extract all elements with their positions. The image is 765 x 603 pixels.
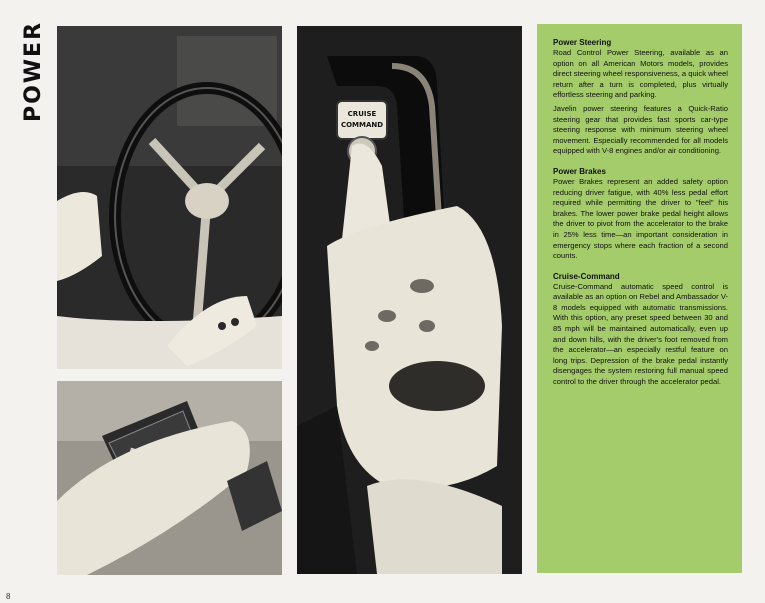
article-heading: Cruise-Command (553, 271, 620, 281)
cruise-command-illustration (297, 26, 522, 574)
brake-pedal-illustration (57, 381, 282, 575)
article-paragraph: Javelin power steering features a Quick-Ratio steering gear that provides fast sports car-type steering response with minimum steering wheel movement. Especially recommended for all models equipped with V-8 engines and/or air conditioning. (553, 103, 728, 156)
article-power-brakes (553, 166, 728, 262)
article-cruise-command (553, 271, 728, 388)
section-label: POWER (21, 20, 47, 122)
article-heading: Power Brakes (553, 166, 606, 176)
cruise-label-line2: COMMAND (340, 121, 384, 129)
cruise-label-line1: CRUISE (347, 110, 377, 118)
section-tab (18, 20, 50, 122)
article-paragraph: Road Control Power Steering, available as an option on all American Motors models, provides direct steering wheel responsiveness, a quick wheel return after a turn is completed, plus virtually effortless steering and parking. (553, 48, 728, 100)
page-number: 8 (6, 592, 11, 601)
brake-pedal-photo (57, 381, 282, 575)
article-heading: Power Steering (553, 38, 612, 47)
article-power-steering (553, 37, 728, 157)
cruise-command-photo (297, 26, 522, 574)
steering-wheel-illustration (57, 26, 282, 369)
text-panel (537, 24, 742, 573)
steering-wheel-photo (57, 26, 282, 369)
article-paragraph: Cruise-Command automatic speed control is available as an option on Rebel and Ambassador V-8 models equipped with automatic transmissions. With this option, any preset speed between 30 and 85 mph will be maintained automatically, even up and down hills, with the driver's foot removed from the accelerator—an especially restful feature on long trips. Depression of the brake pedal instantly disengages the system restoring full manual speed control to the driver through the accelerator pedal. (553, 281, 728, 387)
article-paragraph: Power Brakes represent an added safety option reducing driver fatigue, with 40% less pedal effort required while permitting the driver to "feel" his brakes. The lower power brake pedal height allows the driver to pivot from the accelerator to the brake in 25% less time—an important consideration in emergency stops where each fraction of a second counts. (553, 176, 728, 261)
